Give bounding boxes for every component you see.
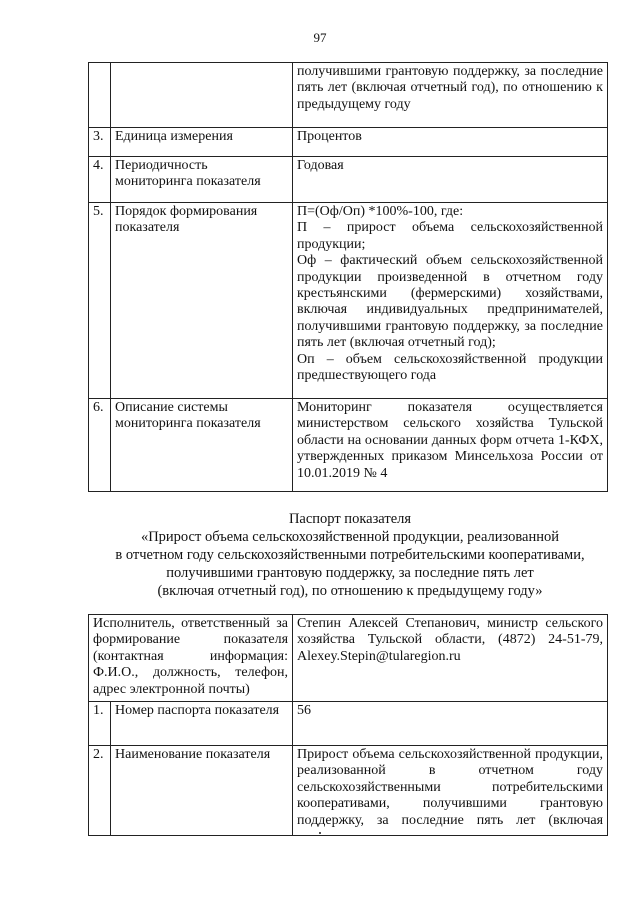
row-label: Единица измерения xyxy=(111,128,293,157)
page-number: 97 xyxy=(313,30,327,45)
row-label: Номер паспорта показателя xyxy=(111,702,293,746)
table-row xyxy=(89,128,608,157)
row-value: Прирост объема сельскохозяйственной продукции, реализованной в отчетном году сельскохозяйственными потребительскими кооперативами, получившими грантовую поддержку, за последние пять лет (включая xyxy=(293,746,608,836)
row-value: 56 xyxy=(293,702,608,746)
table-row xyxy=(89,746,608,836)
row-value: Годовая xyxy=(293,157,608,203)
table-row xyxy=(89,63,608,128)
row-label: Периодичность мониторинга показателя xyxy=(111,157,293,203)
row-label: Описание системы мониторинга показателя xyxy=(111,399,293,492)
row-number xyxy=(89,63,111,128)
executor-value: Степин Алексей Степанович, министр сельского хозяйства Тульской области, (4872) 24-51-79, Alexey.Stepin@tularegion.ru xyxy=(293,615,608,702)
row-value: Мониторинг показателя осуществляется министерством сельского хозяйства Тульской области на основании данных форм отчета 1-КФХ, утвержденных приказом Минсельхоза России от 10.01.2019 № 4 xyxy=(293,399,608,492)
row-number: 3. xyxy=(89,128,111,157)
passport-heading xyxy=(70,510,630,600)
heading-line: (включая отчетный год), по отношению к предыдущему году» xyxy=(157,583,543,599)
table-row xyxy=(89,399,608,492)
row-number: 5. xyxy=(89,203,111,399)
row-value: Процентов xyxy=(293,128,608,157)
heading-line: получившими грантовую поддержку, за последние пять лет xyxy=(166,565,534,581)
row-number: 1. xyxy=(89,702,111,746)
formula-line: П – прирост объема сельскохозяйственной продукции; xyxy=(297,220,603,252)
row-number: 6. xyxy=(89,399,111,492)
formula-cell xyxy=(293,203,608,399)
row-number: 4. xyxy=(89,157,111,203)
table-row xyxy=(89,203,608,399)
passport-table xyxy=(88,614,608,836)
row-label: Порядок формирования показателя xyxy=(111,203,293,399)
table-row xyxy=(89,702,608,746)
indicator-table-continued xyxy=(88,62,608,492)
scan-speck xyxy=(319,832,321,834)
row-number: 2. xyxy=(89,746,111,836)
formula-line: Оп – объем сельскохозяйственной продукции предшествующего года xyxy=(297,351,603,384)
row-value: получившими грантовую поддержку, за последние пять лет (включая отчетный год), по отношению к предыдущему году xyxy=(293,63,608,128)
table-row xyxy=(89,157,608,203)
heading-line: в отчетном году сельскохозяйственными потребительскими кооперативами, xyxy=(115,547,585,563)
heading-line: «Прирост объема сельскохозяйственной продукции, реализованной xyxy=(140,529,560,545)
heading-title: Паспорт показателя xyxy=(288,511,412,527)
executor-label: Исполнитель, ответственный за формирование показателя (контактная информация: Ф.И.О., должность, телефон, адрес электронной почты) xyxy=(89,615,293,702)
formula-line: П=(Оф/Оп) *100%-100, где: xyxy=(297,204,464,219)
formula-line: Оф – фактический объем сельскохозяйственной продукции произведенной в отчетном году крестьянскими (фермерскими) хозяйствами, включая индивидуальных предпринимателей, получившими грантовую поддержку, за последние пять лет (включая отчетный год); xyxy=(297,253,603,351)
table-row xyxy=(89,615,608,702)
row-label xyxy=(111,63,293,128)
row-label: Наименование показателя xyxy=(111,746,293,836)
